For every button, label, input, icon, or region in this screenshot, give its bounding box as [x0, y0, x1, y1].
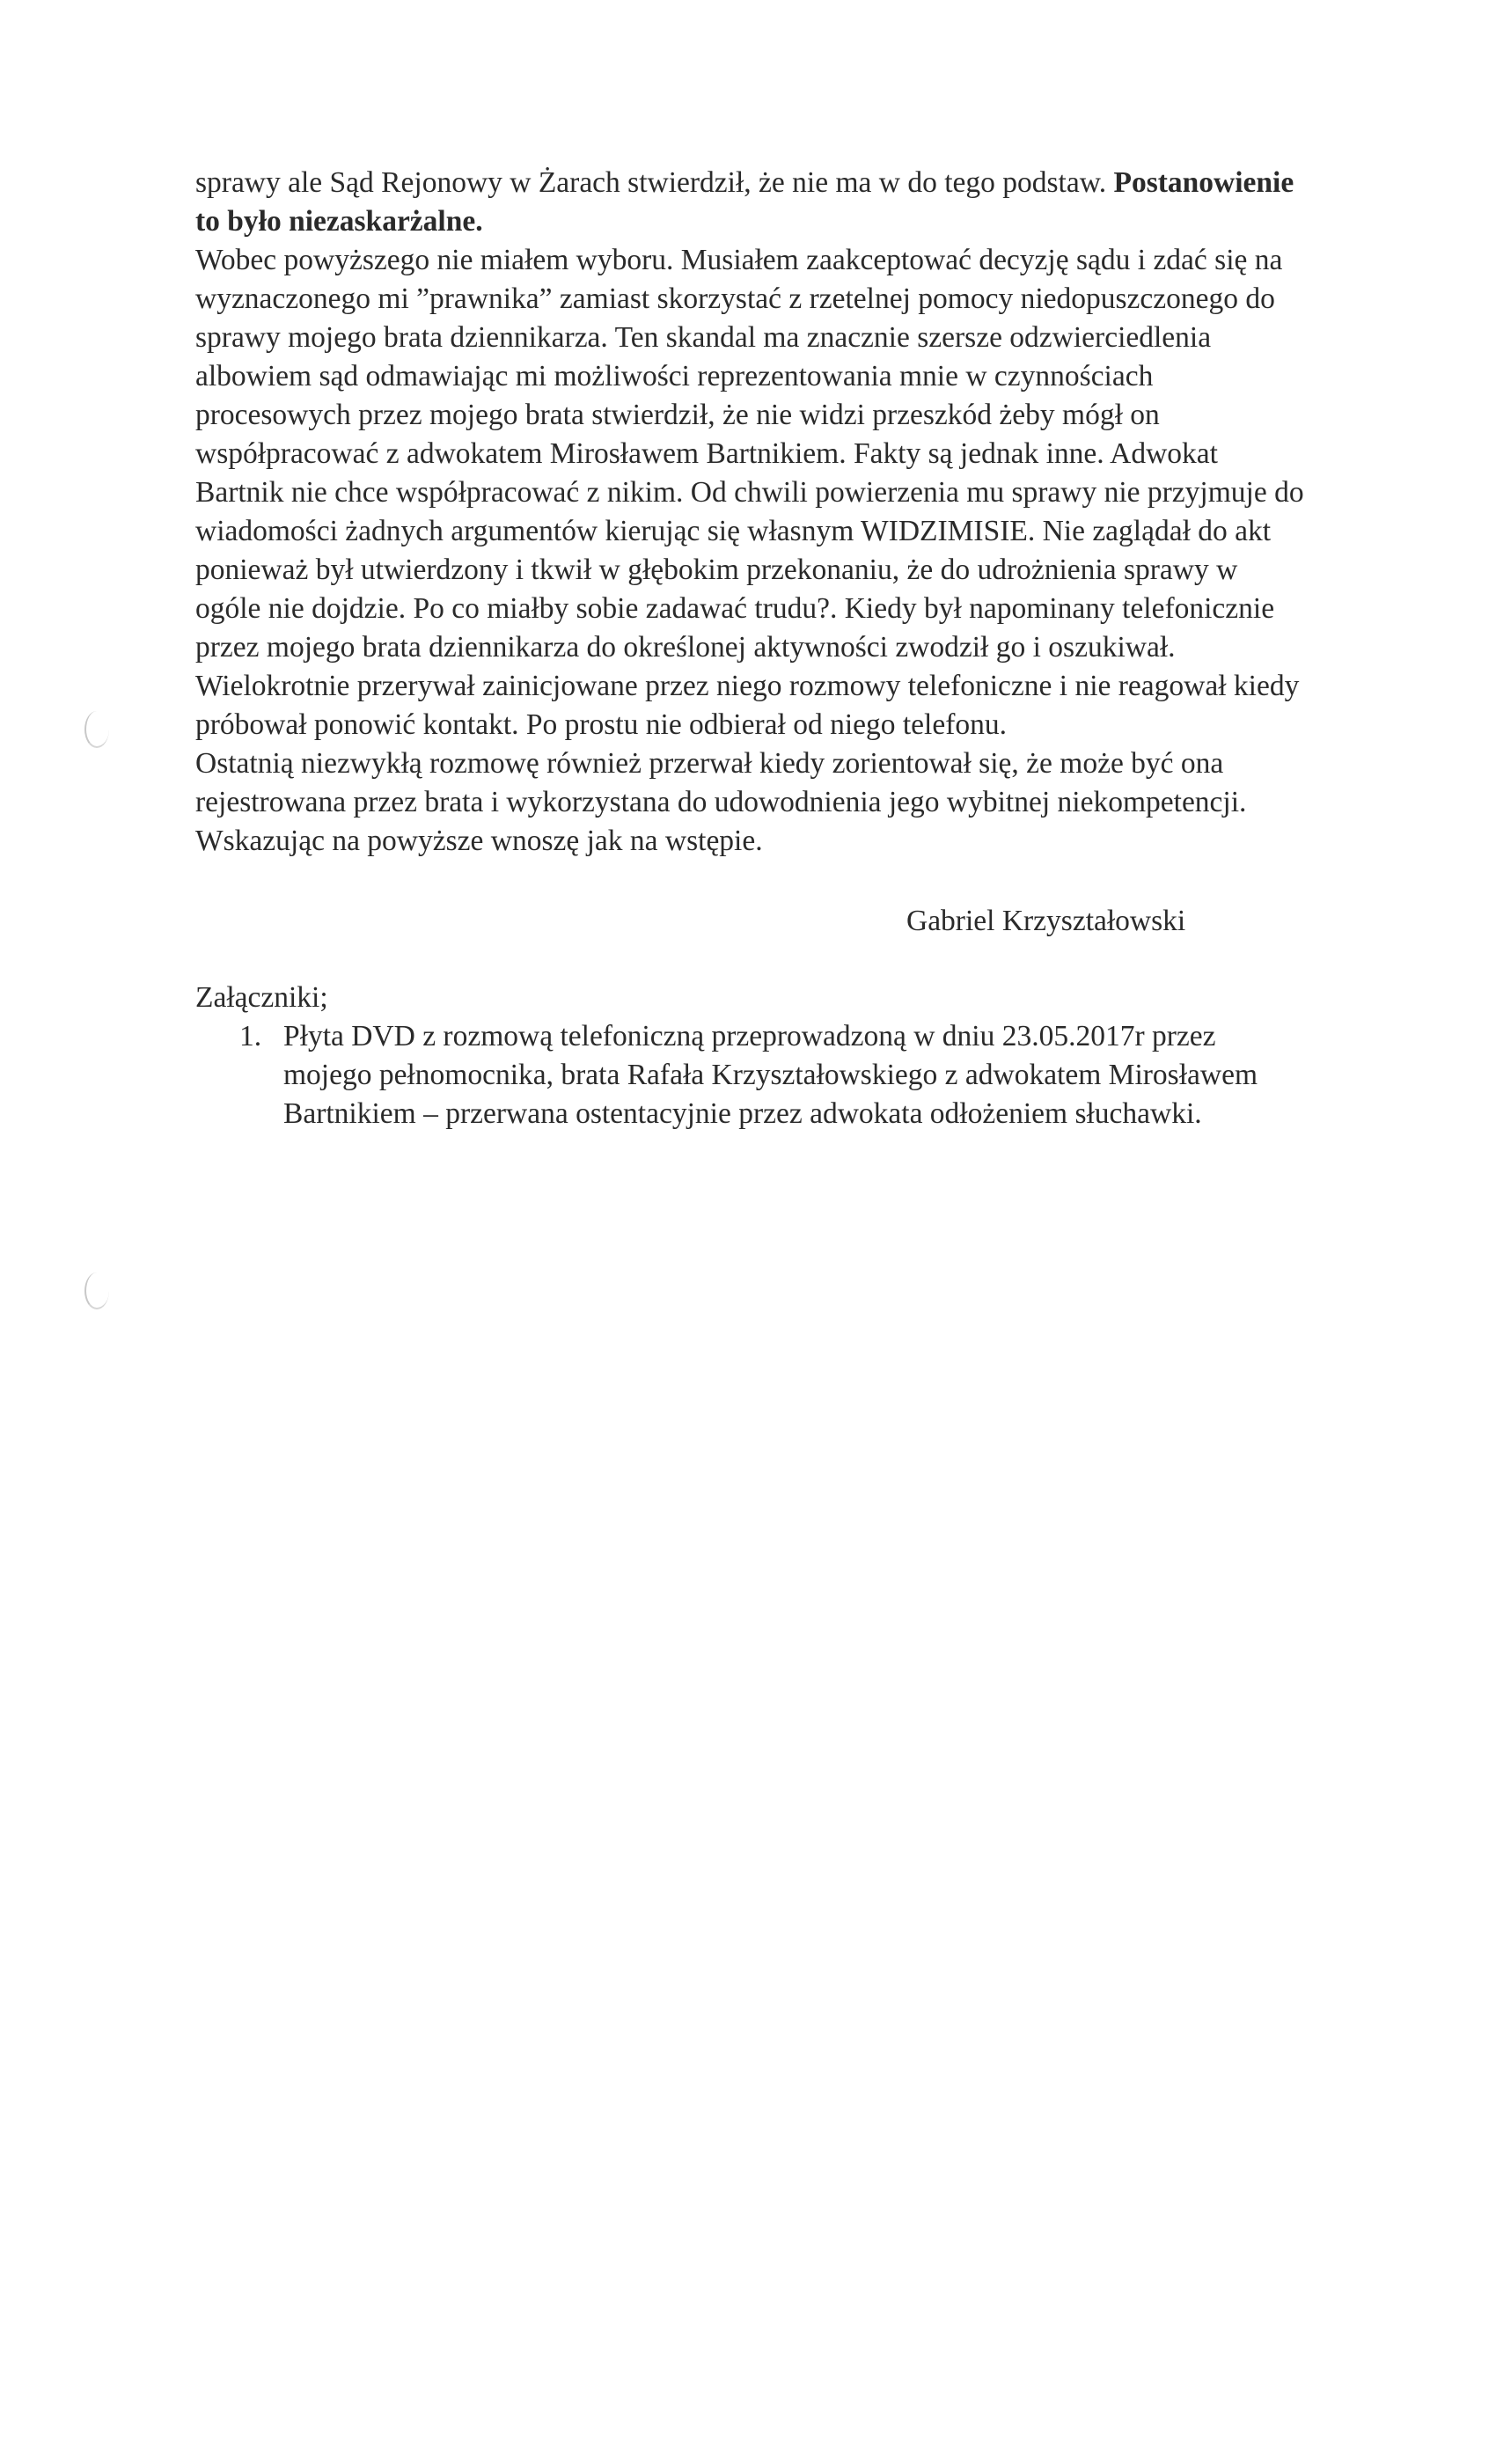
- body-line: sprawy mojego brata dziennikarza. Ten skandal ma znacznie szersze odzwierciedlenia: [195, 321, 1212, 354]
- signature-name: Gabriel Krzyształowski: [906, 905, 1186, 937]
- body-line: Wobec powyższego nie miałem wyboru. Musiałem zaakceptować decyzję sądu i zdać się na: [195, 244, 1283, 276]
- body-line: Wielokrotnie przerywał zainicjowane przez niego rozmowy telefoniczne i nie reagował kiedy: [195, 670, 1300, 702]
- body-line: Ostatnią niezwykłą rozmowę również przerwał kiedy zorientował się, że może być ona: [195, 747, 1224, 780]
- body-line: [195, 164, 1348, 202]
- attachment-line: Bartnikiem – przerwana ostentacyjnie przez adwokata odłożeniem słuchawki.: [283, 1097, 1202, 1130]
- body-line: współpracować z adwokatem Mirosławem Bartnikiem. Fakty są jednak inne. Adwokat: [195, 437, 1218, 470]
- body-line: przez mojego brata dziennikarza do określonej aktywności zwodził go i oszukiwał.: [195, 631, 1176, 664]
- body-line: Bartnik nie chce współpracować z nikim. Od chwili powierzenia mu sprawy nie przyjmuje do: [195, 476, 1304, 509]
- body-line-bold: to było niezaskarżalne.: [195, 205, 483, 238]
- body-line: próbował ponowić kontakt. Po prostu nie odbierał od niego telefonu.: [195, 708, 1008, 741]
- body-line: procesowych przez mojego brata stwierdził, że nie widzi przeszkód żeby mógł on: [195, 399, 1160, 431]
- attachments-section: [195, 979, 1339, 1133]
- body-line: wiadomości żadnych argumentów kierując się własnym WIDZIMISIE. Nie zaglądał do akt: [195, 515, 1272, 547]
- attachments-heading: Załączniki;: [195, 981, 328, 1014]
- body-line-text: sprawy ale Sąd Rejonowy w Żarach stwierdził, że nie ma w do tego podstaw.: [195, 166, 1114, 199]
- attachment-description: [283, 1017, 1339, 1133]
- attachment-number: 1.: [239, 1020, 262, 1052]
- letter-body: [195, 164, 1348, 861]
- body-line: rejestrowana przez brata i wykorzystana do udowodnienia jego wybitnej niekompetencji.: [195, 786, 1247, 818]
- body-line: Wskazując na powyższe wnoszę jak na wstępie.: [195, 825, 763, 857]
- body-line: ponieważ był utwierdzony i tkwił w głębokim przekonaniu, że do udrożnienia sprawy w: [195, 554, 1238, 586]
- punch-hole-mark-bottom: [84, 1272, 109, 1309]
- body-line-bold: Postanowienie: [1113, 166, 1294, 199]
- body-line: ogóle nie dojdzie. Po co miałby sobie zadawać trudu?. Kiedy był napominany telefonicznie: [195, 592, 1275, 625]
- attachment-line: mojego pełnomocnika, brata Rafała Krzyształowskiego z adwokatem Mirosławem: [283, 1059, 1258, 1091]
- body-line: albowiem sąd odmawiając mi możliwości reprezentowania mnie w czynnościach: [195, 360, 1154, 392]
- body-line: wyznaczonego mi ”prawnika” zamiast skorzystać z rzetelnej pomocy niedopuszczonego do: [195, 282, 1275, 315]
- attachment-item: [195, 1017, 1339, 1133]
- punch-hole-mark-top: [84, 711, 109, 748]
- attachment-line: Płyta DVD z rozmową telefoniczną przeprowadzoną w dniu 23.05.2017r przez: [283, 1020, 1216, 1052]
